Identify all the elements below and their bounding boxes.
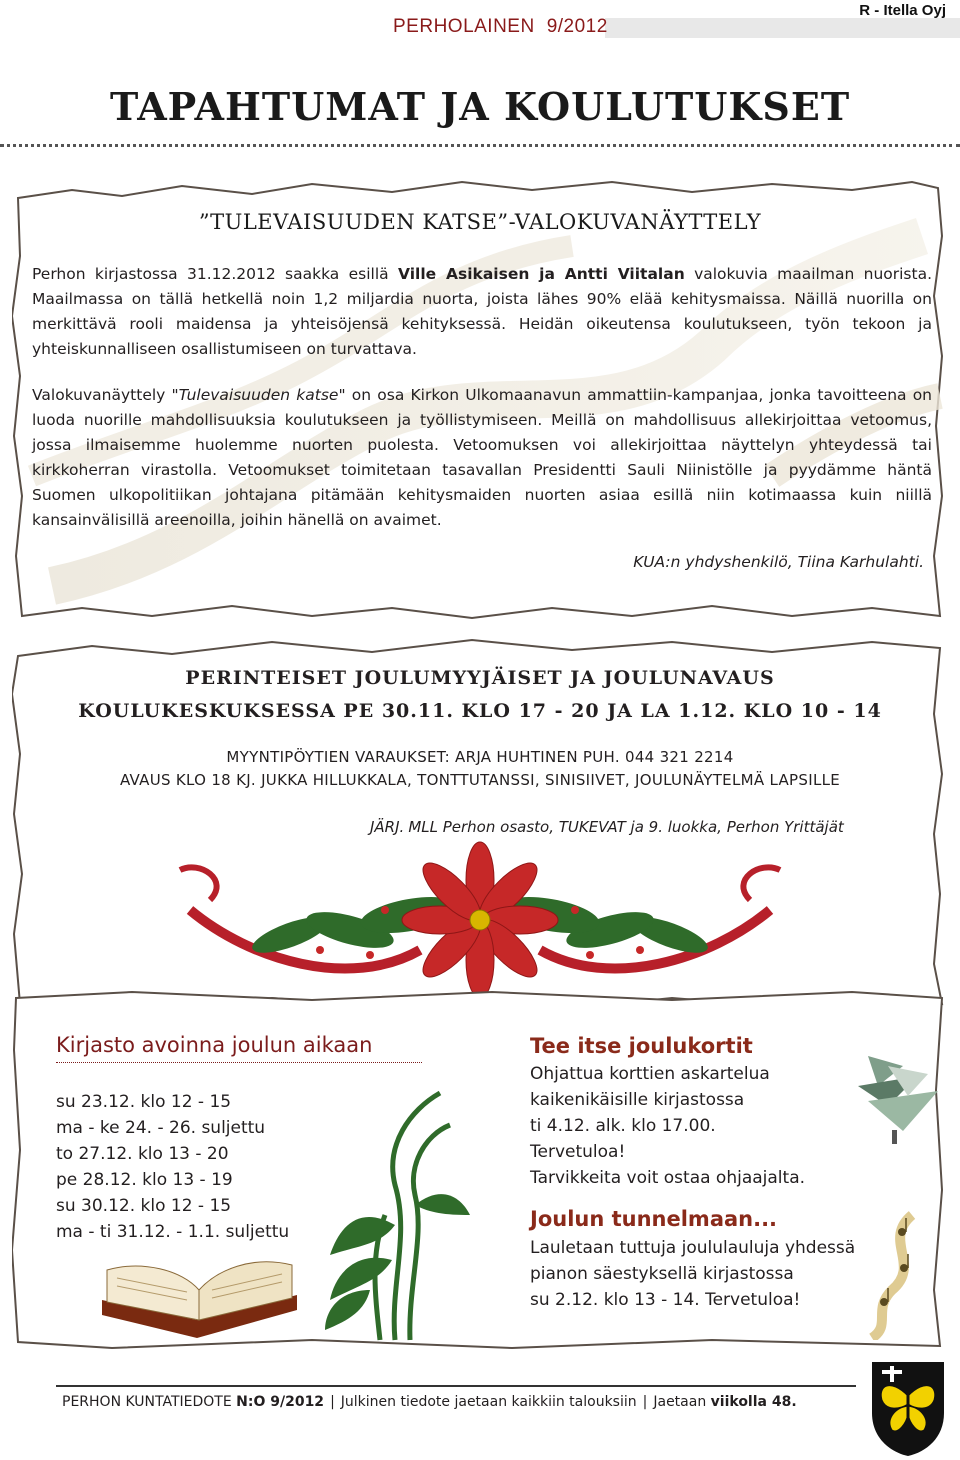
market-reservations: MYYNTIPÖYTIEN VARAUKSET: ARJA HUHTINEN PUH. 044 321 2214 xyxy=(226,748,734,766)
footer-rule xyxy=(56,1385,856,1387)
list-item: ma - ke 24. - 26. suljettu xyxy=(56,1118,266,1138)
cards-title: Tee itse joulukortit xyxy=(530,1034,753,1058)
market-time: KOULUKESKUKSESSA PE 30.11. KLO 17 - 20 JA LA 1.12. KLO 10 - 14 xyxy=(78,700,882,722)
exhibition-signature: KUA:n yhdyshenkilö, Tiina Karhulahti. xyxy=(633,553,924,571)
list-item: pe 28.12. klo 13 - 19 xyxy=(56,1170,233,1190)
issue-label xyxy=(393,16,620,38)
poinsettia-garland-image xyxy=(170,840,790,1005)
green-flourish-image xyxy=(300,1085,480,1345)
cards-text: Ohjattua korttien askartelua kaikenikäisille kirjastossa ti 4.12. alk. klo 17.00. Tervetuloa! Tarvikkeita voit ostaa ohjaajalta. xyxy=(530,1064,806,1188)
market-organizers: JÄRJ. MLL Perhon osasto, TUKEVAT ja 9. luokka, Perhon Yrittäjät xyxy=(370,818,844,836)
music-notes-image xyxy=(812,1210,942,1340)
exhibition-name: "Tulevaisuuden katse" xyxy=(171,386,346,404)
christmas-tree-card-image xyxy=(848,1046,943,1146)
exhibition-paragraph-2: Valokuvanäyttely "Tulevaisuuden katse" on osa Kirkon Ulkomaanavun ammattiin-kampanjaa, jonka tavoitteena on luoda nuorille mahdollisuuksia koulutukseen ja työllistymiseen. Meillä on mahdollisuus allekirjoittaa vetoomus, jossa ilmaisemme huolemme nuorten puolesta. Vetoomuksen voi allekirjoittaa näyttelyn yhteydessä tai kirkkoherran virastolla. Vetoomukset toimitetaan tasavallan Presidentti Sauli Niinistölle ja pyydämme häntä Suomen ulkopolitiikan johtajana pitämään kehitysmaiden nuorten asiaa esillä niin kotimaassa kuin niillä kansainvälisillä areenoilla, joihin hänellä on avaimet. xyxy=(32,386,933,529)
dotted-divider xyxy=(0,144,960,147)
market-title: PERINTEISET JOULUMYYJÄISET JA JOULUNAVAUS xyxy=(185,667,775,689)
exhibition-paragraph-1: Perhon kirjastossa 31.12.2012 saakka esillä Ville Asikaisen ja Antti Viitalan valokuvia maailman nuorista. Maailmassa on tällä hetkellä noin 1,2 miljardia nuorta, joista lähes 90% elää kehitysmaissa. Näillä nuorilla on merkittävä rooli maidensa ja yhteisöjensä kehityksessä. Heidän oikeutensa koulutukseen, työn tekoon ja yhteiskunnalliseen osallistumiseen on turvattava. xyxy=(32,265,933,358)
library-title-underline xyxy=(56,1062,422,1063)
list-item: su 23.12. klo 12 - 15 xyxy=(56,1092,232,1112)
library-hours-title: Kirjasto avoinna joulun aikaan xyxy=(56,1033,373,1057)
list-item: to 27.12. klo 13 - 20 xyxy=(56,1144,229,1164)
singing-text: Lauletaan tuttuja joululauluja yhdessä pianon säestyksellä kirjastossa su 2.12. klo 13 - 14. Tervetuloa! xyxy=(530,1238,856,1310)
open-book-image xyxy=(92,1250,307,1345)
issue-number: 9/2012 xyxy=(546,16,608,37)
market-program: AVAUS KLO 18 KJ. JUKKA HILLUKKALA, TONTTUTANSSI, SINISIIVET, JOULUNÄYTELMÄ LAPSILLE xyxy=(119,771,841,789)
list-item: su 30.12. klo 12 - 15 xyxy=(56,1196,232,1216)
list-item: ma - ti 31.12. - 1.1. suljettu xyxy=(56,1222,290,1242)
photographer-names: Ville Asikaisen ja Antti Viitalan xyxy=(398,265,685,283)
publication-name: PERHOLAINEN xyxy=(393,16,535,37)
header-bar xyxy=(605,18,960,38)
singing-title: Joulun tunnelmaan... xyxy=(530,1207,778,1231)
exhibition-title: ”TULEVAISUUDEN KATSE”-VALOKUVANÄYTTELY xyxy=(198,210,762,234)
coat-of-arms-logo xyxy=(868,1358,948,1458)
footer: PERHON KUNTATIEDOTE N:O 9/2012 | Julkinen tiedote jaetaan kaikkiin talouksiin | Jaetaan viikolla 48. xyxy=(62,1394,797,1410)
postage-label: R - Itella Oyj xyxy=(859,2,946,19)
library-hours-list xyxy=(56,1089,289,1245)
page-title: TAPAHTUMAT JA KOULUTUKSET xyxy=(110,84,851,129)
